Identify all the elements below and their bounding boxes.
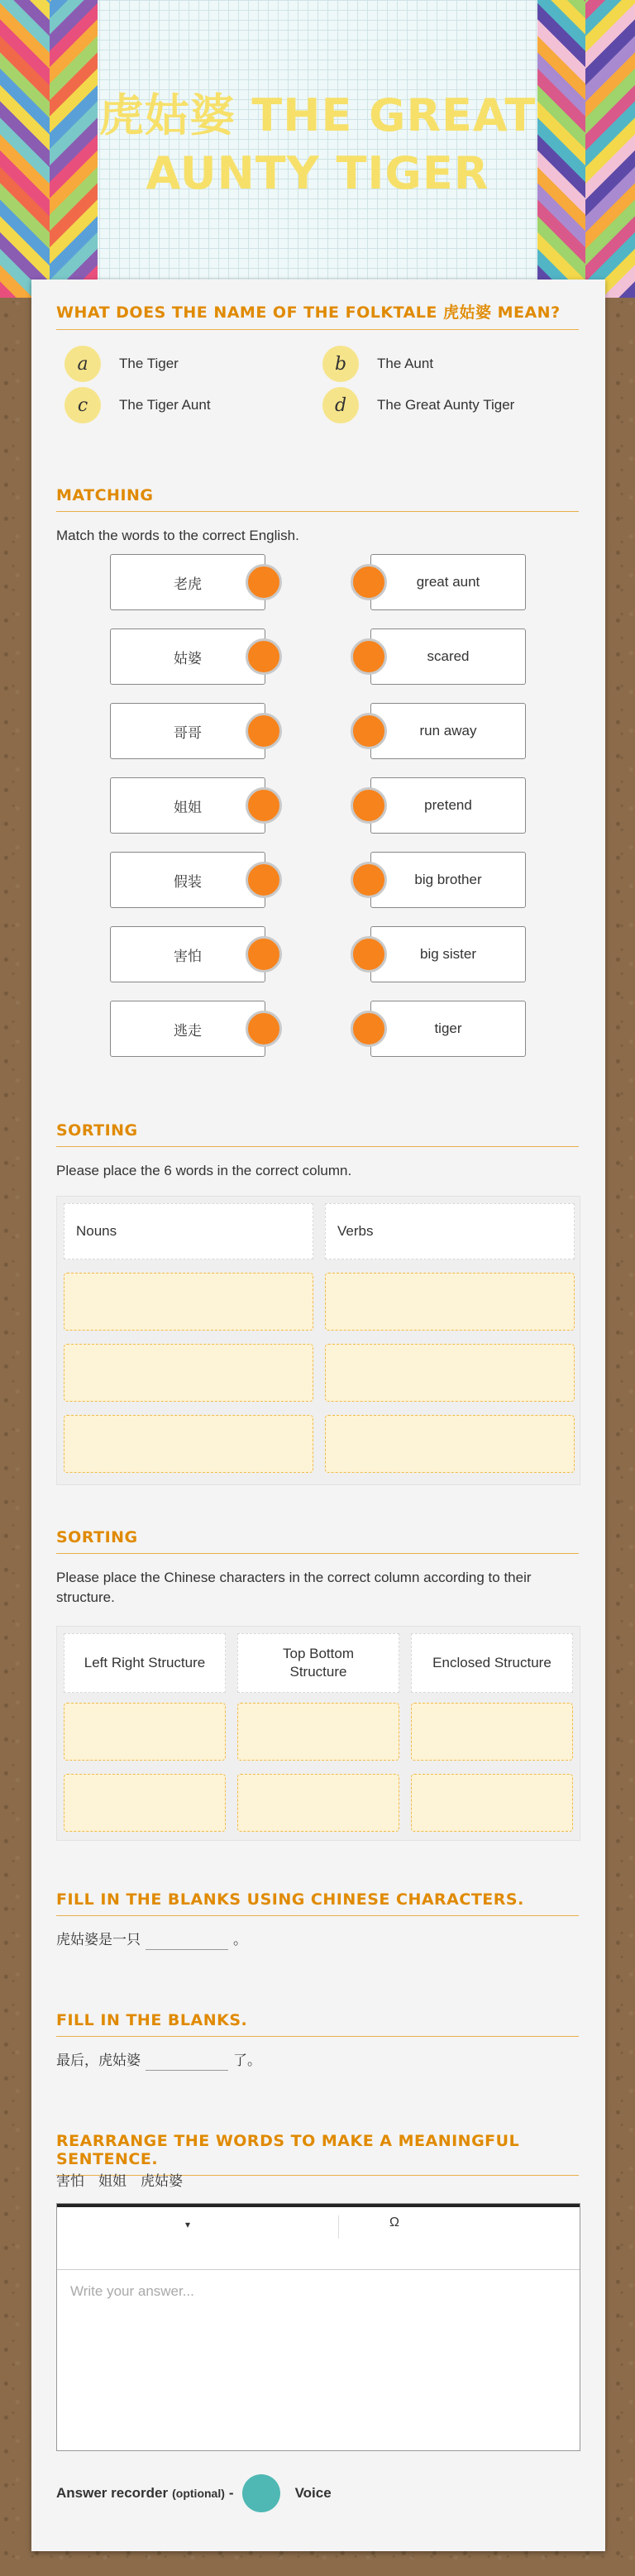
fill1-before: 虎姑婆是一只 bbox=[56, 1932, 141, 1948]
match-connector-dot[interactable] bbox=[246, 1011, 282, 1047]
page-title: 虎姑婆 THE GREAT AUNTY TIGER bbox=[98, 89, 537, 199]
sorting1-title: SORTING bbox=[56, 1121, 579, 1147]
match-left-item[interactable]: 哥哥 bbox=[110, 703, 265, 759]
recorder-optional: (optional) bbox=[172, 2487, 225, 2500]
match-connector-dot[interactable] bbox=[351, 1011, 387, 1047]
match-left-item[interactable]: 逃走 bbox=[110, 1001, 265, 1057]
chevron-pattern-left-inner bbox=[50, 0, 98, 298]
answer-editor bbox=[56, 2203, 580, 2451]
match-right-item[interactable]: pretend bbox=[370, 777, 526, 834]
match-left-item[interactable]: 老虎 bbox=[110, 554, 265, 610]
column-header-nouns: Nouns bbox=[64, 1203, 313, 1259]
option-text: The Tiger bbox=[119, 356, 179, 371]
drop-slot[interactable] bbox=[325, 1273, 575, 1331]
rearrange-title: REARRANGE THE WORDS TO MAKE A MEANINGFUL SENTENCE. bbox=[56, 2132, 579, 2176]
drop-slot[interactable] bbox=[411, 1774, 573, 1832]
option-text: The Aunt bbox=[377, 356, 434, 371]
sorting2-grid bbox=[56, 1626, 580, 1841]
match-right-item[interactable]: run away bbox=[370, 703, 526, 759]
recorder-label: Answer recorder bbox=[56, 2485, 169, 2501]
match-right-item[interactable]: big brother bbox=[370, 852, 526, 908]
match-right-item[interactable]: tiger bbox=[370, 1001, 526, 1057]
match-left-item[interactable]: 姐姐 bbox=[110, 777, 265, 834]
fill1-sentence bbox=[56, 1930, 577, 1950]
option-a[interactable] bbox=[64, 346, 179, 382]
option-text: The Tiger Aunt bbox=[119, 397, 211, 413]
match-connector-dot[interactable] bbox=[351, 936, 387, 973]
match-connector-dot[interactable] bbox=[246, 638, 282, 675]
match-right-item[interactable]: great aunt bbox=[370, 554, 526, 610]
option-c[interactable] bbox=[64, 387, 211, 423]
chevron-pattern-right-inner bbox=[537, 0, 585, 298]
drop-slot[interactable] bbox=[237, 1703, 399, 1761]
sorting2-instruction: Please place the Chinese characters in the correct column according to their structure. bbox=[56, 1570, 532, 1605]
drop-slot[interactable] bbox=[64, 1273, 313, 1331]
format-dropdown-icon[interactable]: ▾ bbox=[185, 2219, 191, 2230]
drop-slot[interactable] bbox=[64, 1415, 313, 1473]
matching-instruction: Match the words to the correct English. bbox=[56, 528, 299, 543]
match-right-item[interactable]: big sister bbox=[370, 926, 526, 982]
matching-title: MATCHING bbox=[56, 486, 579, 512]
omega-icon[interactable]: Ω bbox=[389, 2215, 399, 2230]
fill2-title: FILL IN THE BLANKS. bbox=[56, 2011, 579, 2037]
match-connector-dot[interactable] bbox=[351, 787, 387, 824]
drop-slot[interactable] bbox=[64, 1344, 313, 1402]
option-letter: b bbox=[322, 346, 359, 382]
match-left-item[interactable]: 害怕 bbox=[110, 926, 265, 982]
sorting1-instruction: Please place the 6 words in the correct column. bbox=[56, 1163, 352, 1178]
option-b[interactable] bbox=[322, 346, 433, 382]
match-connector-dot[interactable] bbox=[351, 713, 387, 749]
match-connector-dot[interactable] bbox=[351, 638, 387, 675]
column-header-verbs: Verbs bbox=[325, 1203, 575, 1259]
match-connector-dot[interactable] bbox=[246, 787, 282, 824]
fill2-sentence bbox=[56, 2051, 577, 2071]
header-banner bbox=[0, 0, 635, 298]
column-header-top-bottom: Top Bottom Structure bbox=[237, 1633, 399, 1693]
column-header-left-right: Left Right Structure bbox=[64, 1633, 226, 1693]
option-letter: d bbox=[322, 387, 359, 423]
rearrange-words: 害怕 姐姐 虎姑婆 bbox=[56, 2173, 183, 2189]
match-connector-dot[interactable] bbox=[246, 564, 282, 600]
fill1-after: 。 bbox=[233, 1932, 247, 1948]
sorting1-grid bbox=[56, 1196, 580, 1485]
match-connector-dot[interactable] bbox=[246, 936, 282, 973]
voice-label: Voice bbox=[294, 2485, 332, 2501]
option-letter: a bbox=[64, 346, 101, 382]
drop-slot[interactable] bbox=[411, 1703, 573, 1761]
fill2-after: 了。 bbox=[233, 2053, 261, 2068]
recorder-dash: - bbox=[228, 2485, 234, 2501]
q1-title: WHAT DOES THE NAME OF THE FOLKTALE 虎姑婆 MEAN? bbox=[56, 300, 579, 330]
drop-slot[interactable] bbox=[64, 1774, 226, 1832]
drop-slot[interactable] bbox=[325, 1415, 575, 1473]
option-letter: c bbox=[64, 387, 101, 423]
sorting2-title: SORTING bbox=[56, 1528, 579, 1554]
match-left-item[interactable]: 假装 bbox=[110, 852, 265, 908]
match-connector-dot[interactable] bbox=[351, 564, 387, 600]
option-d[interactable] bbox=[322, 387, 514, 423]
column-header-enclosed: Enclosed Structure bbox=[411, 1633, 573, 1693]
editor-toolbar bbox=[57, 2204, 580, 2270]
drop-slot[interactable] bbox=[64, 1703, 226, 1761]
fill1-title: FILL IN THE BLANKS USING CHINESE CHARACTERS. bbox=[56, 1890, 579, 1916]
drop-slot[interactable] bbox=[325, 1344, 575, 1402]
fill2-before: 最后，虎姑婆 bbox=[56, 2053, 141, 2068]
option-text: The Great Aunty Tiger bbox=[377, 397, 515, 413]
fill2-blank-input[interactable] bbox=[146, 2053, 228, 2071]
answer-textarea[interactable]: Write your answer... bbox=[70, 2283, 194, 2299]
match-connector-dot[interactable] bbox=[351, 862, 387, 898]
record-button[interactable] bbox=[242, 2474, 280, 2512]
worksheet-card bbox=[31, 280, 605, 2551]
answer-recorder bbox=[56, 2474, 332, 2512]
match-connector-dot[interactable] bbox=[246, 862, 282, 898]
toolbar-divider bbox=[338, 2215, 339, 2239]
match-left-item[interactable]: 姑婆 bbox=[110, 628, 265, 685]
drop-slot[interactable] bbox=[237, 1774, 399, 1832]
match-right-item[interactable]: scared bbox=[370, 628, 526, 685]
fill1-blank-input[interactable] bbox=[146, 1933, 228, 1950]
match-connector-dot[interactable] bbox=[246, 713, 282, 749]
